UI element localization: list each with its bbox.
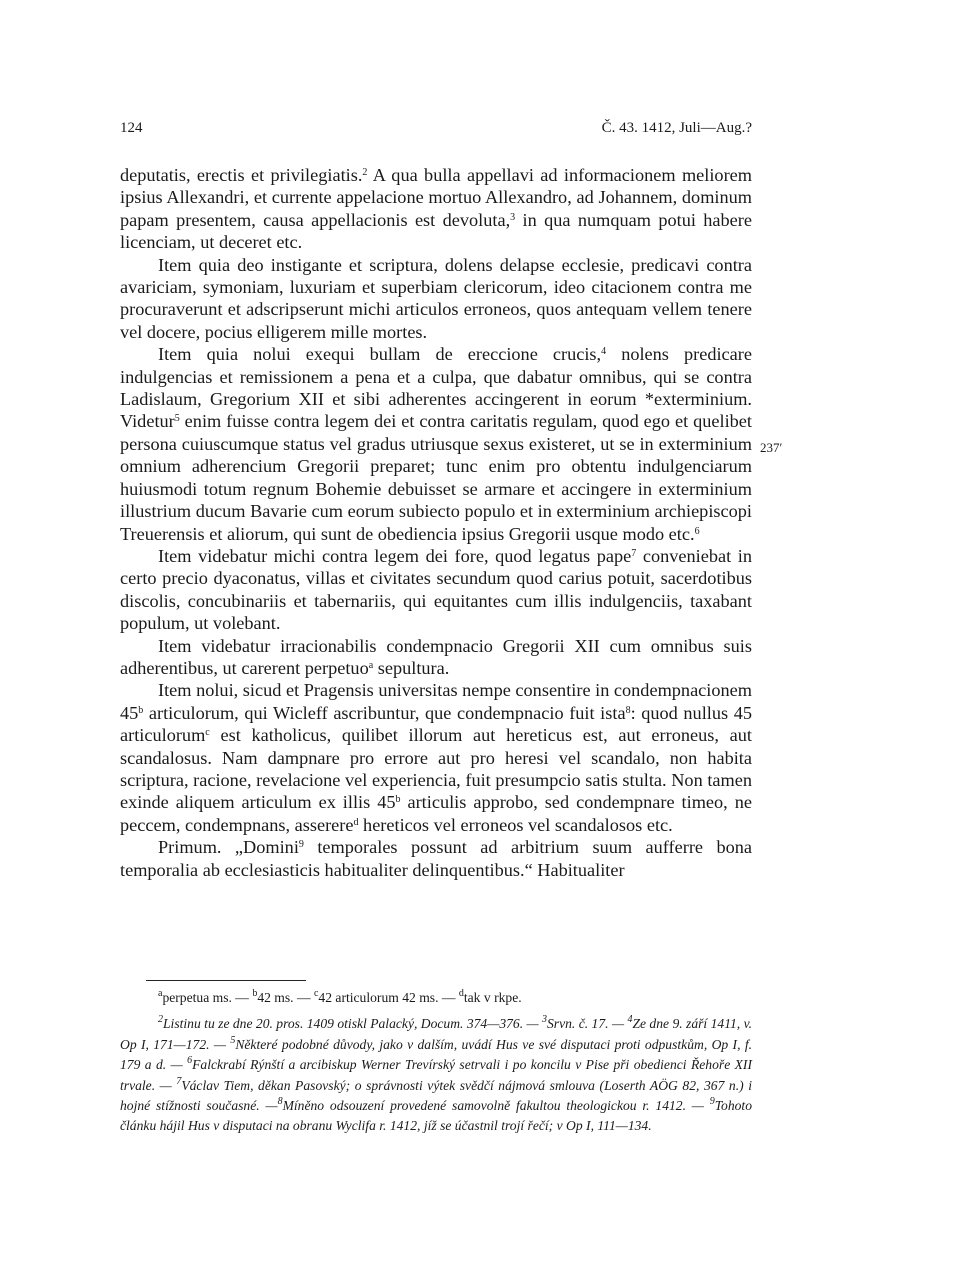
page-number: 124 (120, 120, 143, 136)
running-head: Č. 43. 1412, Juli—Aug.? (601, 120, 752, 136)
note-marker: 8 (277, 1096, 283, 1108)
text-run: articulis approbo, sed condempnare timeo, ne peccem, condempnans, asserere (120, 792, 752, 835)
text-run: articulorum, qui Wicleff ascribuntur, que condempnacio fuit ista (143, 702, 626, 723)
body-paragraph (120, 545, 752, 635)
text-run: tak v rkpe. (463, 990, 522, 1005)
note-marker: 3 (510, 211, 516, 223)
text-run: Item videbatur michi contra legem dei fore, quod legatus pape (158, 545, 632, 566)
body-paragraph (120, 836, 752, 881)
note-marker: b (395, 794, 401, 806)
text-run: Tohoto článku hájil Hus v disputaci na obranu Wyclifa r. 1412, jíž se účastnil trojí řečí; v Op I, 111—134. (120, 1098, 752, 1134)
text-run: deputatis, erectis et privilegiatis. (120, 165, 363, 185)
text-run: Item nolui, sicud et Pragensis universitas nempe consentire in condempnacionem 45 (120, 680, 752, 723)
text-run: Srvn. č. 17. — (547, 1016, 628, 1032)
note-marker: 3 (542, 1014, 547, 1026)
text-run: Primum. „Domini (158, 837, 299, 858)
note-marker: c (313, 988, 319, 999)
note-marker: 2 (158, 1014, 163, 1026)
main-text (120, 164, 752, 881)
note-marker: b (252, 988, 258, 999)
note-marker: 5 (174, 413, 180, 425)
text-run: Některé podobné důvody, jako v dalším, uvádí Hus ve své disputaci proti odpustkům, Op I, f. 179 a d. — (120, 1036, 752, 1073)
note-marker: 6 (694, 525, 700, 537)
note-marker: 8 (625, 704, 631, 716)
text-run: Václav Tiem, děkan Pasovský; o správnosti výtek svědčí nájmová smlouva (Loserth AÖG 82, 367 n.) i hojné stížnosti současné. — (120, 1077, 752, 1114)
body-paragraph (120, 679, 752, 836)
text-run: est katholicus, quilibet illorum aut hereticus est, aut erroneus, aut scandalosus. Nam dampnare pro errore aut pro heresi vel scandalo, non habita scriptura, racione, revelacione vel experiencia, fuit presumpcio satis stulta. Non tamen exinde aliquem articulum ex illis 45 (120, 725, 752, 813)
text-run: Item quia deo instigante et scriptura, dolens delapse ecclesie, predicavi contra avariciam, symoniam, luxuriam et superbiam clericorum, ideo citacionem contra me procuraverunt et adscripserunt michi articulos erroneos, quos antequam vellem tenere vel docere, pocius elligerem mille mortes. (120, 254, 752, 342)
text-run: Míněno odsouzení provedené samovolně fakultou theologickou r. 1412. — (282, 1098, 710, 1114)
text-run: Falckrabí Rýnští a arcibiskup Werner Trevírský setrvali i po koncilu v Pise při obedienci Řehoře XII trvale. — (120, 1057, 752, 1093)
text-run: nolens predicare indulgencias et remissionem a pena et a culpa, que dabatur omnibus, qui se contra Ladislaum, Gregorium XII et sibi adherentes accingerent in eorum *exterminium. Videtur (120, 344, 752, 432)
text-run: temporales possunt ad arbitrium suum aufferre bona temporalia ab ecclesiasticis habitualiter delinquentibus.“ Habitualiter (120, 837, 752, 880)
text-run: Item quia nolui exequi bullam de ereccione crucis, (158, 344, 602, 365)
note-marker: 6 (187, 1055, 193, 1067)
note-marker: d (353, 816, 359, 828)
note-marker: 9 (298, 839, 304, 851)
note-marker: 7 (176, 1075, 182, 1087)
text-run: hereticos vel erroneos vel scandalosos etc. (358, 814, 673, 835)
footnotes (120, 988, 752, 1137)
text-run: Ze dne 9. září 1411, v. Op I, 171—172. — (120, 1016, 753, 1052)
note-marker: 7 (631, 547, 637, 559)
text-run: enim fuisse contra legem dei et contra caritatis regulam, quod ego et quelibet persona cuiuscumque status vel gradus utriusque sexus existeret, ut se in exterminium omnium adherencium Gregorii preparet; tunc enim pro obtentu indulgenciarum huiusmodi totum regnum Bohemie debuisset se armare et accingere in exterminium illustrium ducum Bavarie cum eorum subiecto populo et in exterminium archiepiscopi Treuerensis et aliorum, qui sunt de obediencia ipsius Gregorii usque modo etc. (120, 411, 752, 544)
note-marker: 4 (627, 1014, 633, 1026)
text-run: conveniebat in certo precio dyaconatus, villas et civitates secundum quod carius potuit, sacerdotibus discolis, concubinariis et tabernariis, qui equitantes cum illis indulgenciis, taxabant populum, ut volebant. (120, 545, 752, 634)
note-marker: 5 (230, 1034, 236, 1046)
body-paragraph (120, 343, 752, 545)
text-run: sepultura. (373, 657, 450, 678)
note-marker: a (158, 988, 163, 999)
text-run: Item videbatur irracionabilis condempnacio Gregorii XII cum omnibus suis adherentibus, ut carerent perpetuo (120, 635, 752, 678)
footnote-rule (146, 980, 306, 981)
body-paragraph (120, 164, 752, 254)
note-marker: d (458, 988, 464, 999)
note-marker: 4 (601, 346, 607, 358)
note-marker: 9 (709, 1096, 715, 1108)
critical-apparatus (120, 988, 752, 1008)
text-run: in qua numquam potui habere licenciam, ut deceret etc. (120, 209, 752, 253)
margin-folio-note: 237′ (760, 440, 783, 455)
note-marker: 2 (362, 167, 368, 178)
note-marker: b (138, 704, 144, 716)
text-run: perpetua ms. — (162, 990, 253, 1005)
body-paragraph (120, 635, 752, 680)
note-marker: c (205, 727, 210, 739)
note-marker: a (368, 659, 374, 671)
text-run: 42 articulorum 42 ms. — (318, 990, 459, 1005)
body-paragraph (120, 254, 752, 344)
text-run: Listinu tu ze dne 20. pros. 1409 otiskl Palacký, Docum. 374—376. — (163, 1016, 542, 1032)
text-run: A qua bulla appellavi ad informacionem meliorem ipsius Allexandri, et currente appelacione mortuo Allexandro, ad Johannem, dominum papam presentem, causa appellacionis est devoluta, (120, 165, 752, 230)
historical-footnotes (120, 1014, 752, 1136)
text-run: 42 ms. — (257, 990, 314, 1005)
text-run: : quod nullus 45 articulorum (120, 702, 752, 746)
